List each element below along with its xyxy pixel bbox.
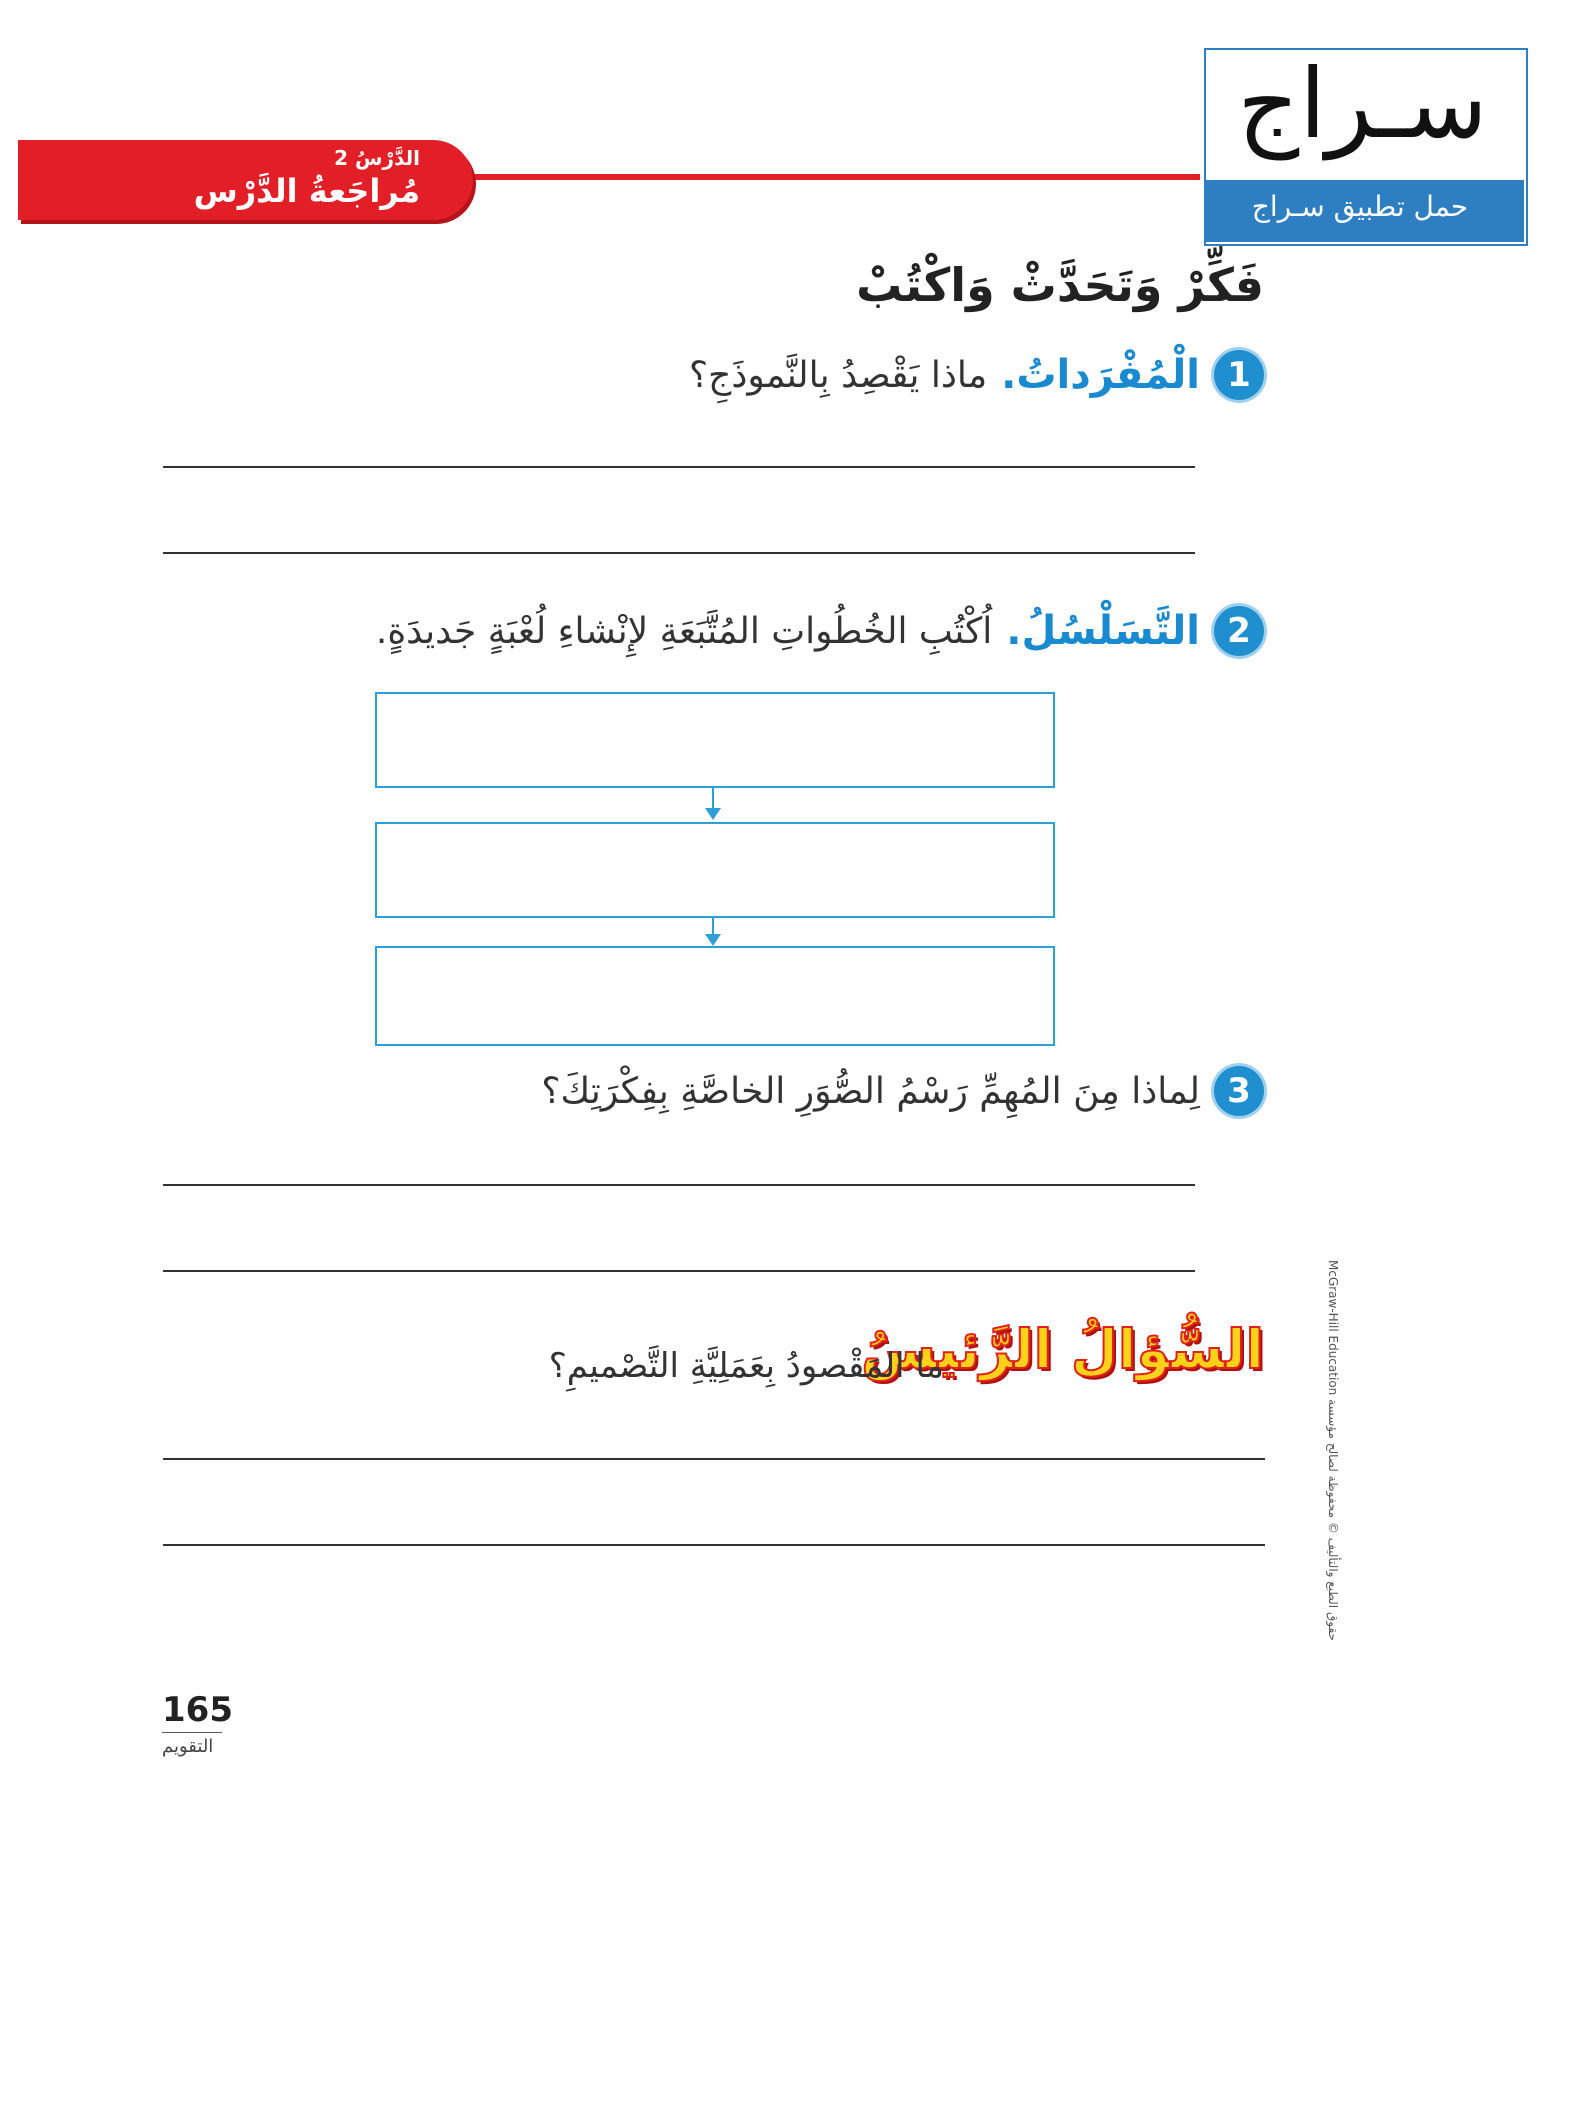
answer-line[interactable]: [163, 1270, 1195, 1272]
question-number-badge: 3: [1214, 1066, 1264, 1116]
answer-line[interactable]: [163, 552, 1195, 554]
question-3: [541, 1066, 1264, 1116]
essential-question-title: السُّؤالُ الرَّئيسُ: [861, 1318, 1264, 1381]
question-text: اُكْتُبِ الخُطُواتِ المُتَّبَعَةِ لإِنْشاءِ لُعْبَةٍ جَديدَةٍ.: [375, 610, 993, 652]
answer-line[interactable]: [163, 466, 1195, 468]
page-section-label: التقويم: [162, 1736, 214, 1757]
arrow-down-icon: [712, 916, 714, 936]
lesson-number: الدَّرْسُ 2: [334, 146, 420, 170]
question-number-badge: 1: [1214, 350, 1264, 400]
arrow-head-icon: [705, 934, 721, 946]
arrow-head-icon: [705, 808, 721, 820]
answer-line[interactable]: [163, 1458, 1265, 1460]
page-number-rule: [162, 1732, 222, 1733]
logo-name: سـراج: [1237, 48, 1488, 160]
sequence-step-box-3[interactable]: [375, 946, 1055, 1046]
question-number-badge: 2: [1214, 606, 1264, 656]
answer-line[interactable]: [163, 1184, 1195, 1186]
page-number: 165: [162, 1690, 233, 1730]
logo-caption: حمل تطبيق سـراج: [1251, 190, 1469, 223]
question-1: [689, 350, 1264, 400]
question-text: ماذا يَقْصِدُ بِالنَّموذَجِ؟: [689, 354, 988, 396]
arrow-down-icon: [712, 786, 714, 810]
lesson-title: مُراجَعةُ الدَّرْس: [193, 172, 420, 210]
copyright-notice: McGraw-Hill Education حقوق الطبع والتأليف © محفوظة لصالح مؤسسة: [1326, 1260, 1340, 1641]
question-text: لِماذا مِنَ المُهِمِّ رَسْمُ الصُّوَرِ الخاصَّةِ بِفِكْرَتِكَ؟: [541, 1070, 1200, 1112]
sequence-step-box-2[interactable]: [375, 822, 1055, 918]
section-heading: فَكِّرْ وَتَحَدَّثْ وَاكْتُبْ: [856, 258, 1264, 312]
question-label: التَّسَلْسُلُ.: [1006, 608, 1200, 654]
answer-line[interactable]: [163, 1544, 1265, 1546]
question-2: [376, 606, 1264, 656]
essential-question-text: ما المَقْصودُ بِعَمَلِيَّةِ التَّصْميمِ؟: [548, 1346, 944, 1386]
sequence-step-box-1[interactable]: [375, 692, 1055, 788]
question-label: الْمُفْرَداتُ.: [1001, 352, 1200, 398]
header-rule: [470, 174, 1200, 180]
